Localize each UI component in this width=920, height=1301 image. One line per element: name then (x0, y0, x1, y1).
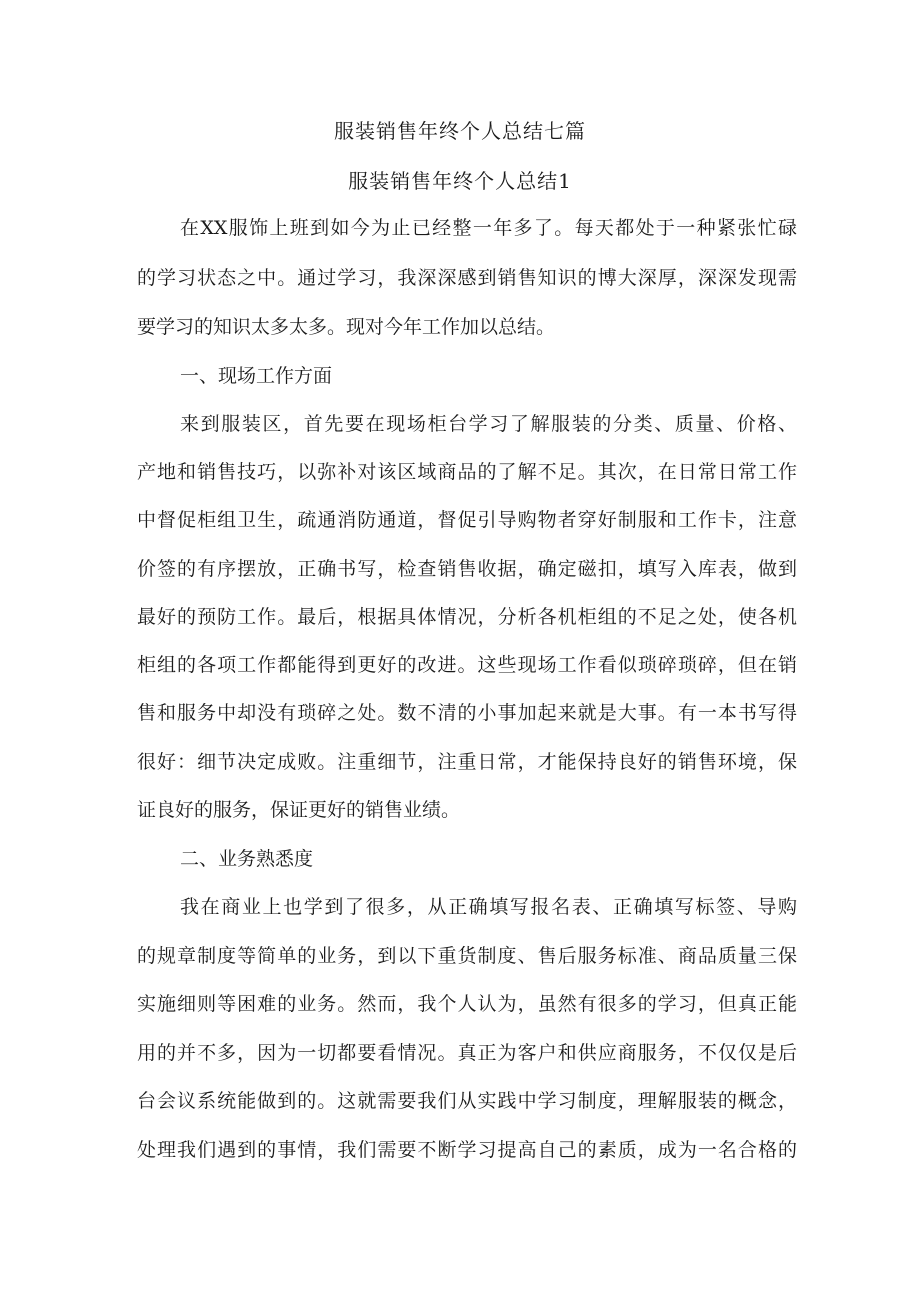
paragraph-section2-line: 的规章制度等简单的业务，到以下重货制度、售后服务标准、商品质量三保 (137, 945, 797, 967)
paragraph-intro-line: 在XX服饰上班到如今为止已经整一年多了。每天都处于一种紧张忙碌 (180, 217, 797, 239)
paragraph-section1-line: 柜组的各项工作都能得到更好的改进。这些现场工作看似琐碎琐碎，但在销 (137, 654, 797, 676)
paragraph-intro-line: 要学习的知识太多太多。现对今年工作加以总结。 (137, 316, 556, 338)
document-title: 服装销售年终个人总结七篇 (334, 119, 586, 143)
section-heading-1: 一、现场工作方面 (180, 365, 333, 387)
paragraph-section1-line: 最好的预防工作。最后，根据具体情况，分析各机柜组的不足之处，使各机 (137, 606, 797, 628)
paragraph-section1-line: 售和服务中却没有琐碎之处。数不清的小事加起来就是大事。有一本书写得 (137, 702, 797, 724)
paragraph-section2-line: 实施细则等困难的业务。然而，我个人认为，虽然有很多的学习，但真正能 (137, 993, 797, 1015)
paragraph-section1-line: 产地和销售技巧，以弥补对该区域商品的了解不足。其次，在日常日常工作 (137, 461, 797, 483)
paragraph-section1-line: 中督促柜组卫生，疏通消防通道，督促引导购物者穿好制服和工作卡，注意 (137, 509, 797, 531)
paragraph-section2-line: 用的并不多，因为一切都要看情况。真正为客户和供应商服务，不仅仅是后 (137, 1042, 797, 1064)
paragraph-section2-line: 我在商业上也学到了很多，从正确填写报名表、正确填写标签、导购 (180, 896, 797, 918)
paragraph-section1-line: 价签的有序摆放，正确书写，检查销售收据，确定磁扣，填写入库表，做到 (137, 558, 797, 580)
paragraph-section1-line: 来到服装区，首先要在现场柜台学习了解服装的分类、质量、价格、 (180, 413, 797, 435)
paragraph-section2-line: 台会议系统能做到的。这就需要我们从实践中学习制度，理解服装的概念， (137, 1090, 797, 1112)
paragraph-intro-line: 的学习状态之中。通过学习，我深深感到销售知识的博大深厚，深深发现需 (137, 267, 797, 289)
paragraph-section2-line: 处理我们遇到的事情，我们需要不断学习提高自己的素质，成为一名合格的 (137, 1139, 797, 1161)
document-subtitle: 服装销售年终个人总结1 (348, 169, 572, 193)
section-heading-2: 二、业务熟悉度 (180, 848, 314, 870)
paragraph-section1-line: 证良好的服务，保证更好的销售业绩。 (137, 799, 461, 821)
paragraph-section1-line: 很好：细节决定成败。注重细节，注重日常，才能保持良好的销售环境，保 (137, 751, 797, 773)
